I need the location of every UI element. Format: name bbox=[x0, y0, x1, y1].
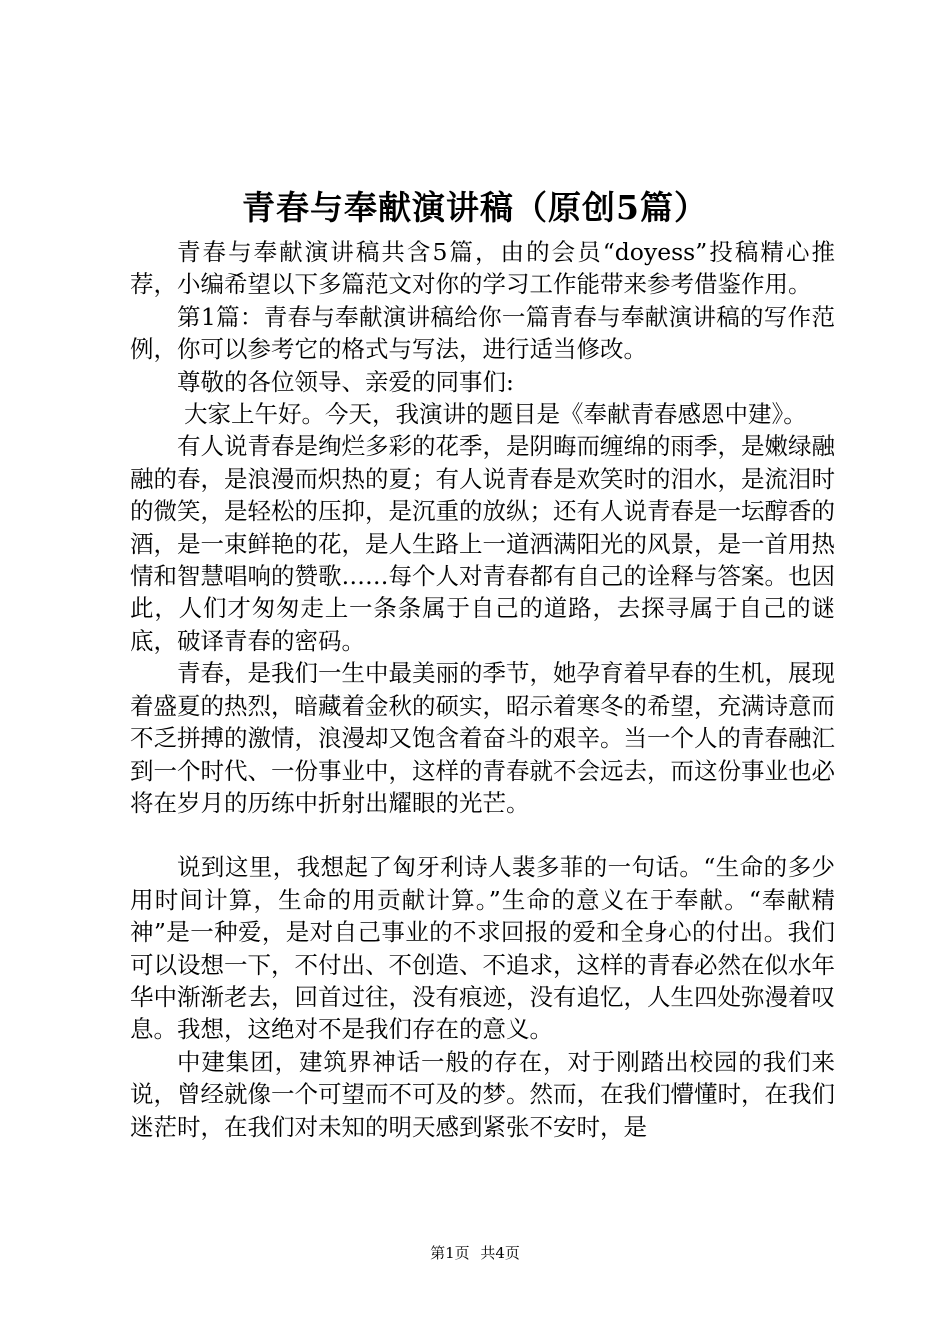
document-body bbox=[130, 236, 835, 1143]
document-title: 青春与奉献演讲稿（原创5篇） bbox=[242, 188, 708, 227]
greeting-paragraph: 大家上午好。今天，我演讲的题目是《奉献青春感恩中建》。 bbox=[184, 400, 807, 429]
body-paragraph: 有人说青春是绚烂多彩的花季，是阴晦而缠绵的雨季，是嫩绿融融的春，是浪漫而炽热的夏；有人说青春是欢笑时的泪水，是流泪时的微笑，是轻松的压抑，是沉重的放纵；还有人说青春是一坛醇香的酒，是一束鲜艳的花，是人生路上一道洒满阳光的风景，是一首用热情和智慧唱响的赞歌……每个人对青春都有自己的诠释与答案。也因此，人们才匆匆走上一条条属于自己的道路，去探寻属于自己的谜底，破译青春的密码。 bbox=[130, 432, 835, 655]
body-paragraph: 青春，是我们一生中最美丽的季节，她孕育着早春的生机，展现着盛夏的热烈，暗藏着金秋的硕实，昭示着寒冬的希望，充满诗意而不乏拼搏的激情，浪漫却又饱含着奋斗的艰辛。当一个人的青春融汇到一个时代、一份事业中，这样的青春就不会远去，而这份事业也必将在岁月的历练中折射出耀眼的光芒。 bbox=[130, 659, 835, 817]
chapter-heading-paragraph: 第1篇：青春与奉献演讲稿给你一篇青春与奉献演讲稿的写作范例，你可以参考它的格式与写法，进行适当修改。 bbox=[130, 302, 835, 364]
salutation-paragraph: 尊敬的各位领导、亲爱的同事们: bbox=[177, 367, 514, 396]
page-total: 共4页 bbox=[480, 1244, 520, 1262]
intro-paragraph: 青春与奉献演讲稿共含5篇，由的会员“doyess”投稿精心推荐，小编希望以下多篇范文对你的学习工作能带来参考借鉴作用。 bbox=[130, 238, 835, 299]
page-footer bbox=[0, 1243, 950, 1263]
body-paragraph: 中建集团，建筑界神话一般的存在，对于刚踏出校园的我们来说，曾经就像一个可望而不可及的梦。然而，在我们懵懂时，在我们迷茫时，在我们对未知的明天感到紧张不安时，是 bbox=[130, 1047, 835, 1141]
body-paragraph: 说到这里，我想起了匈牙利诗人裴多菲的一句话。“生命的多少用时间计算，生命的用贡献计算。”生命的意义在于奉献。“奉献精神”是一种爱，是对自己事业的不求回报的爱和全身心的付出。我们可以设想一下，不付出、不创造、不追求，这样的青春必然在似水年华中渐渐老去，回首过往，没有痕迹，没有追忆，人生四处弥漫着叹息。我想，这绝对不是我们存在的意义。 bbox=[130, 853, 835, 1044]
page-number: 第1页 bbox=[430, 1244, 470, 1262]
